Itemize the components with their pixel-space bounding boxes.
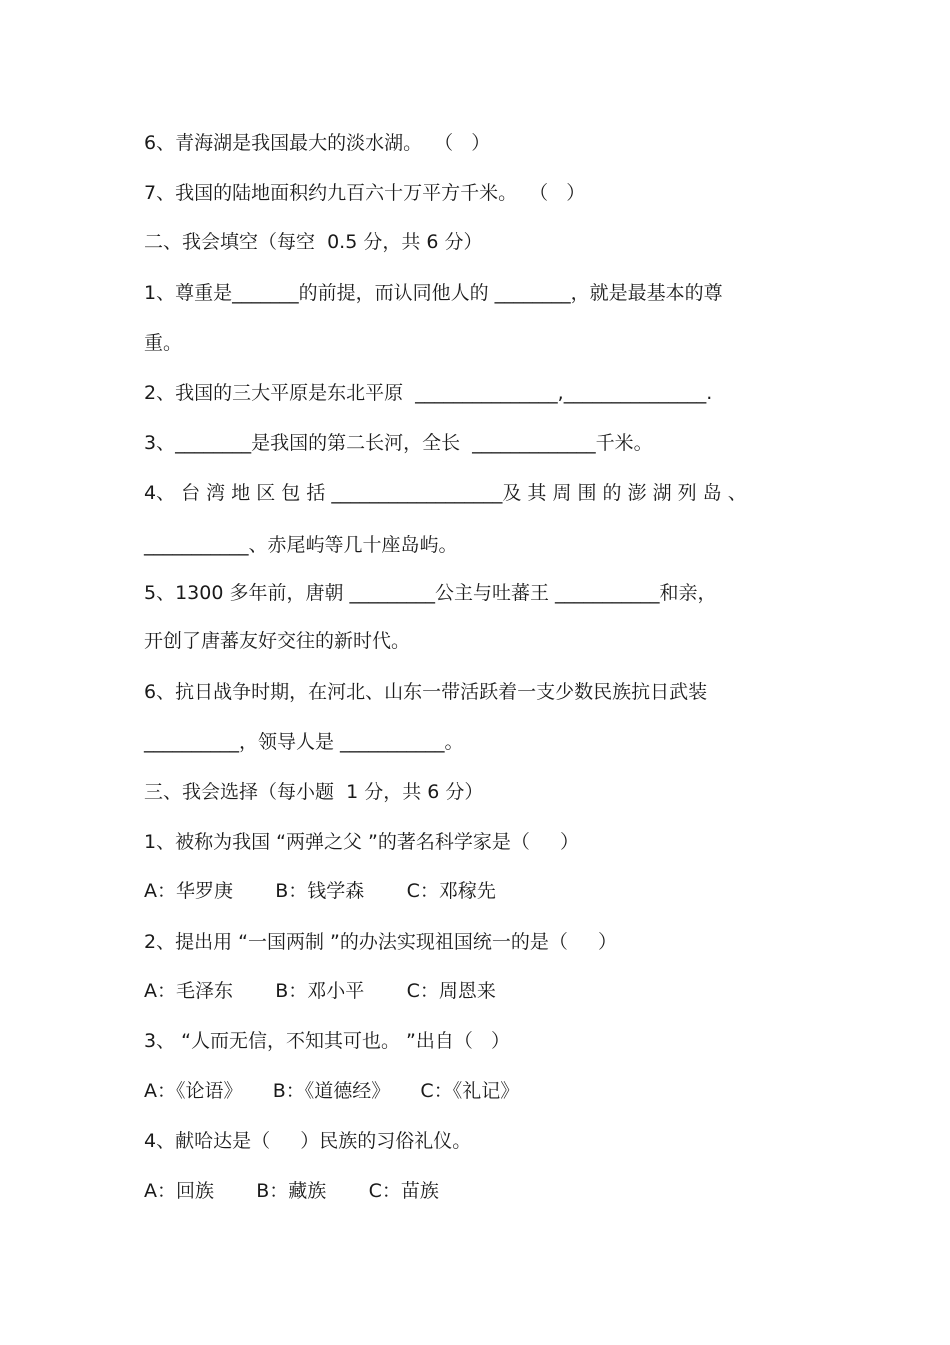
section-choice-heading: 三、我会选择（每小题 1 分，共 6 分） (144, 781, 484, 803)
judge-item-7: 7、我国的陆地面积约九百六十万平方千米。 （ ） (144, 182, 586, 204)
choice-item-1: 1、被称为我国 “两弹之父 ”的著名科学家是（ ） (144, 831, 580, 853)
fill-item-6: 6、抗日战争时期，在河北、山东一带活跃着一支少数民族抗日武装 (144, 681, 708, 703)
choice-item-3: 3、 “人而无信，不知其可也。 ”出自（ ） (144, 1030, 510, 1052)
fill-item-4-cont: ___________、赤尾屿等几十座岛屿。 (144, 534, 458, 556)
choice-item-2: 2、提出用 “一国两制 ”的办法实现祖国统一的是（ ） (144, 931, 618, 953)
choice-item-4: 4、献哈达是（ ）民族的习俗礼仪。 (144, 1130, 472, 1152)
judge-item-6: 6、青海湖是我国最大的淡水湖。 （ ） (144, 132, 491, 154)
fill-item-3: 3、________是我国的第二长河，全长 _____________千米。 (144, 432, 653, 454)
choice-item-1-options: A：华罗庚 B：钱学森 C：邓稼先 (144, 880, 496, 902)
fill-item-6-cont: __________，领导人是 ___________。 (144, 731, 464, 753)
choice-item-2-options: A：毛泽东 B：邓小平 C：周恩来 (144, 980, 496, 1002)
fill-item-2: 2、我国的三大平原是东北平原 _______________,_______________. (144, 382, 713, 404)
choice-item-4-options: A：回族 B：藏族 C：苗族 (144, 1180, 439, 1202)
fill-item-5-cont: 开创了唐蕃友好交往的新时代。 (144, 630, 411, 652)
choice-item-3-options: A：《论语》 B：《道德经》 C：《礼记》 (144, 1080, 520, 1102)
section-fill-heading: 二、我会填空（每空 0.5 分，共 6 分） (144, 231, 483, 253)
fill-item-1-cont: 重。 (144, 332, 183, 354)
fill-item-5: 5、1300 多年前，唐朝 _________公主与吐蕃王 ___________和亲， (144, 582, 717, 604)
fill-item-1: 1、尊重是_______的前提，而认同他人的 ________，就是最基本的尊 (144, 282, 723, 304)
fill-item-4: 4、 台 湾 地 区 包 括 __________________及 其 周 围 的 澎 湖 列 岛 、 (144, 482, 747, 504)
